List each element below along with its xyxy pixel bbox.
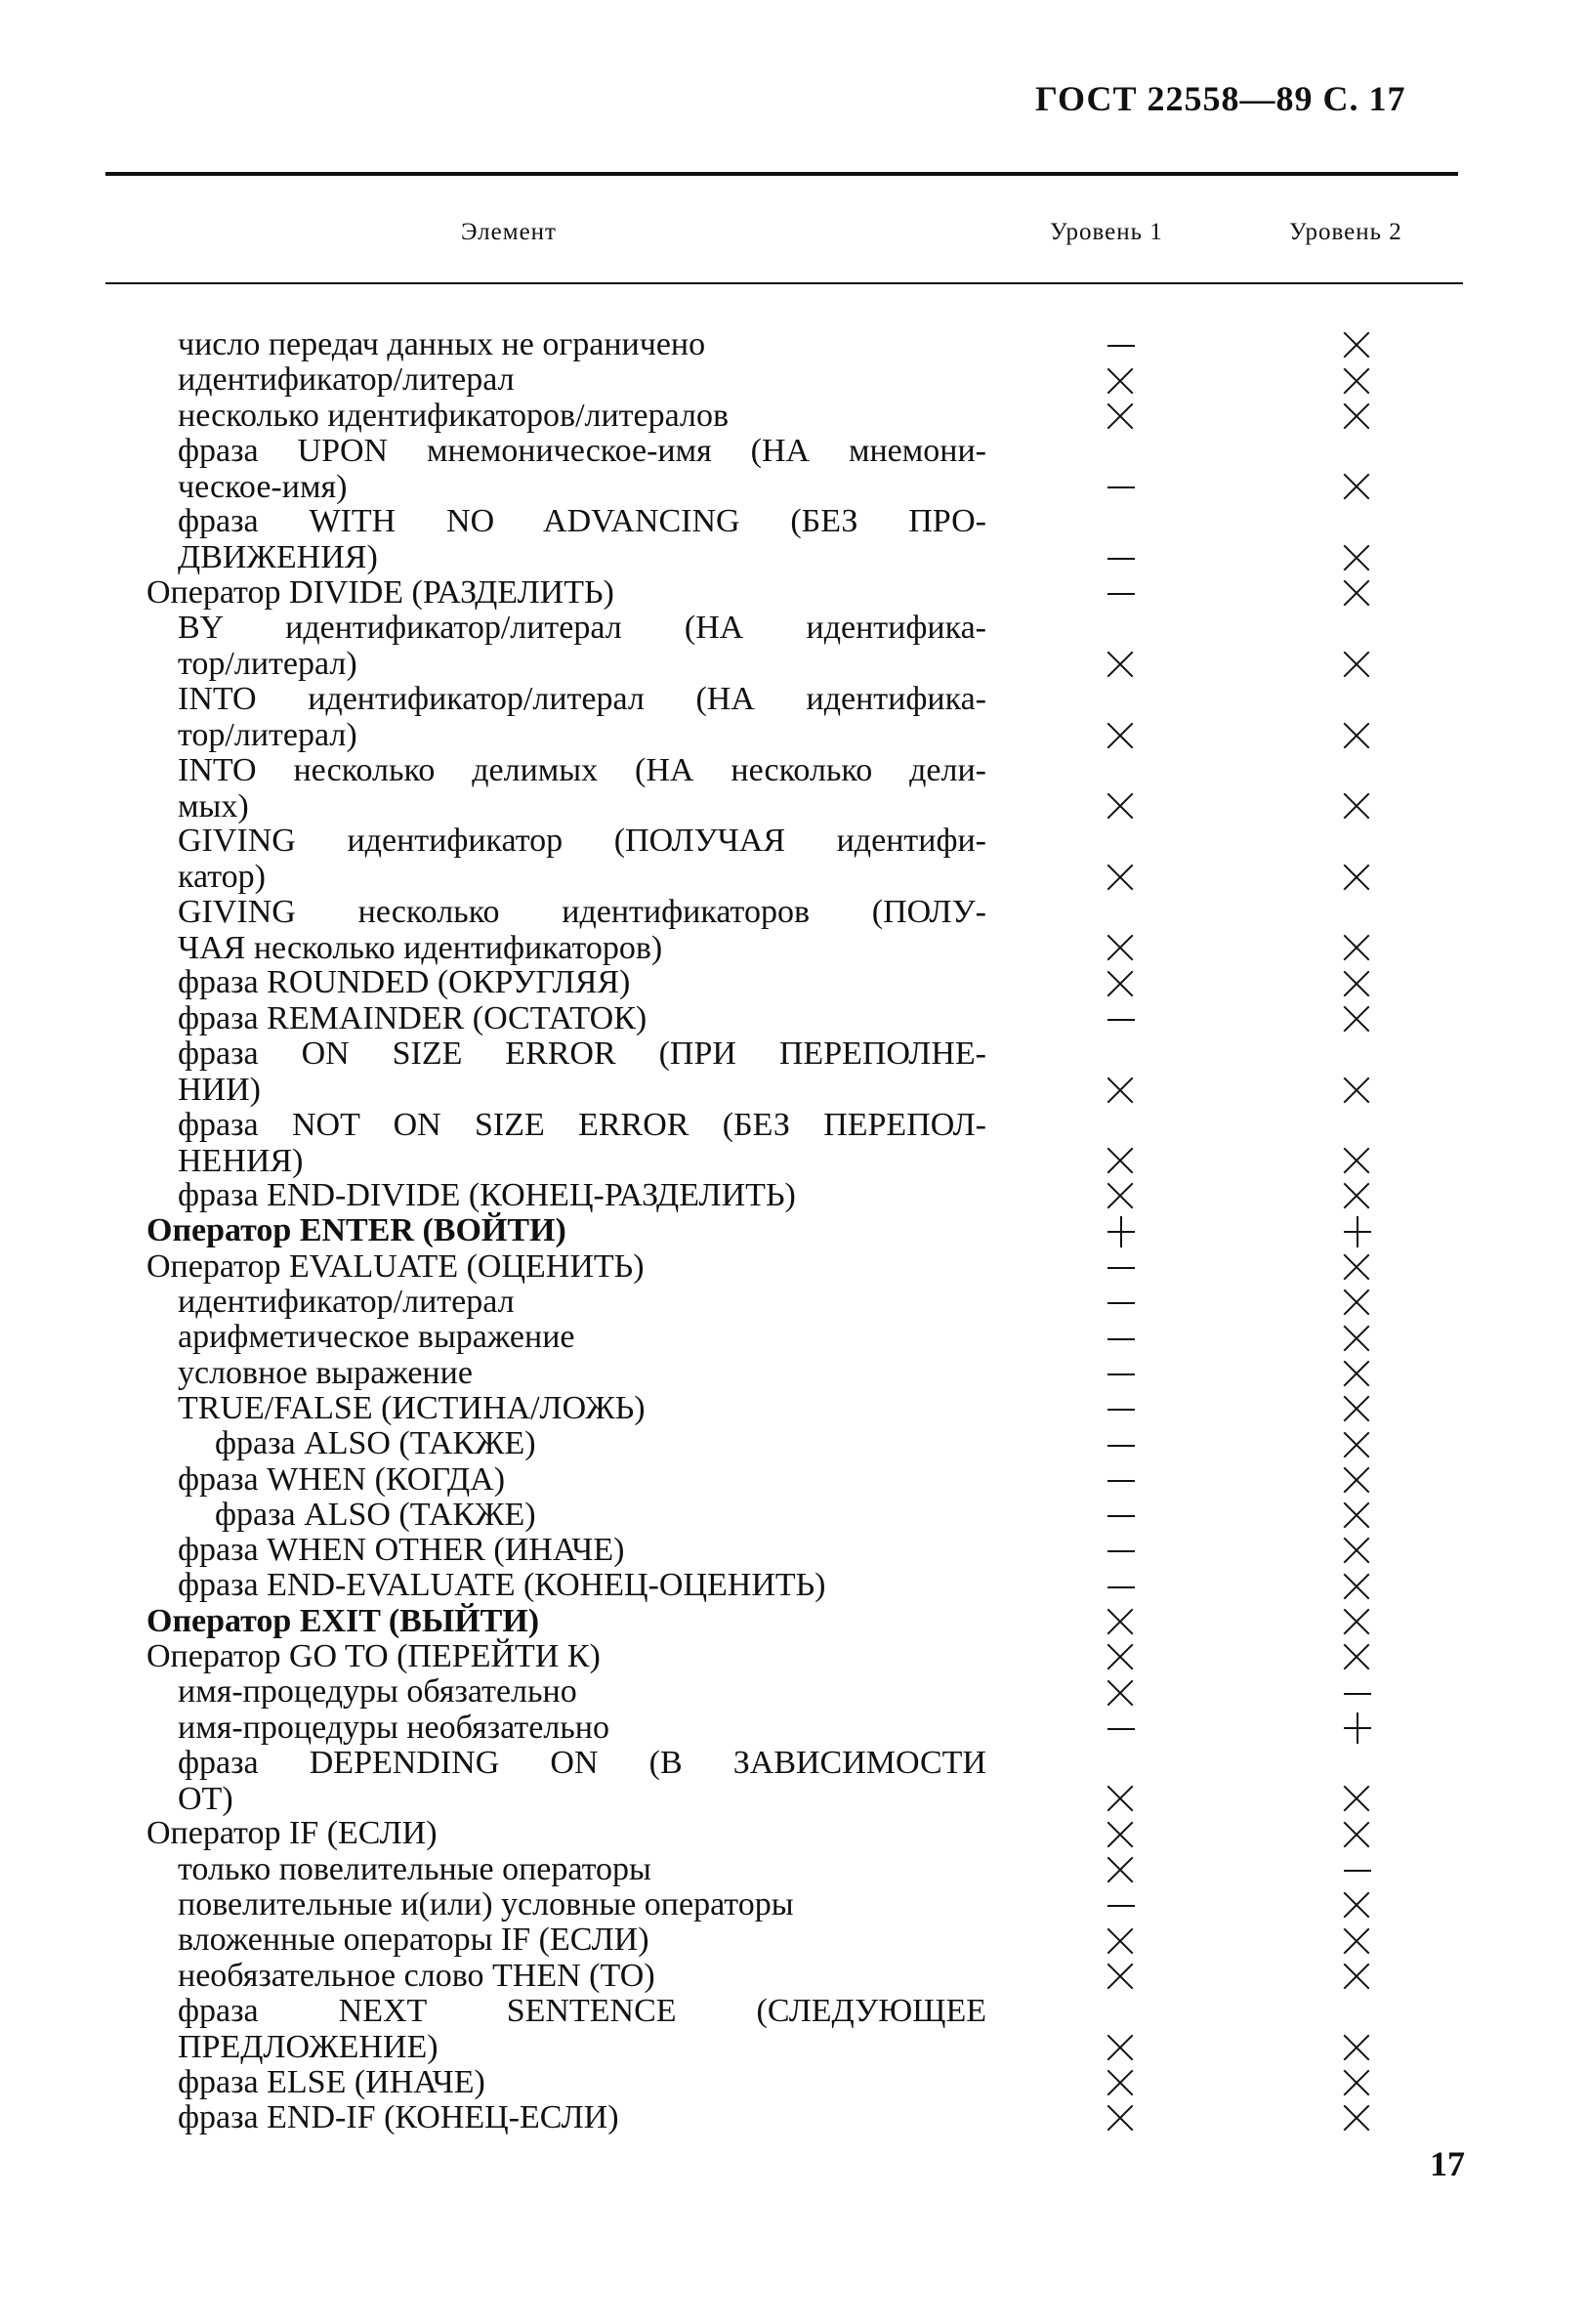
element-label-line: имя-процедуры обязательно xyxy=(178,1673,577,1711)
element-label xyxy=(178,1922,1008,1958)
dash-mark-level1 xyxy=(1102,325,1141,361)
table-row xyxy=(0,1390,1587,1425)
table-row xyxy=(0,326,1587,361)
element-label-line: Оператор ENTER (ВОЙТИ) xyxy=(146,1212,566,1249)
element-label-line: фраза WHEN (КОГДА) xyxy=(178,1460,506,1498)
x-mark-level2 xyxy=(1338,1354,1377,1390)
x-mark-level1 xyxy=(1102,1673,1141,1710)
element-label-line: ОТ) xyxy=(178,1780,233,1817)
table-top-rule xyxy=(105,172,1458,176)
table-body xyxy=(0,326,1587,2134)
column-header-level2: Уровень 2 xyxy=(1289,219,1402,245)
table-row xyxy=(0,1000,1587,1035)
element-label-line: INTO идентификатор/литерал (НА идентифика- xyxy=(178,680,986,717)
element-label-line: идентификатор/литерал xyxy=(178,361,515,399)
element-label xyxy=(146,1638,977,1674)
x-mark-level1 xyxy=(1102,1637,1141,1673)
dash-mark-level1 xyxy=(1102,1319,1141,1355)
table-row xyxy=(0,894,1587,965)
element-label-line: Оператор EXIT (ВЫЙТИ) xyxy=(146,1602,540,1639)
table-row xyxy=(0,1035,1587,1107)
element-label xyxy=(146,1603,977,1639)
element-label xyxy=(178,1284,1008,1320)
table-row xyxy=(0,1284,1587,1319)
element-label-line: фраза ROUNDED (ОКРУГЛЯЯ) xyxy=(178,964,631,1001)
table-row xyxy=(0,1497,1587,1532)
x-mark-level2 xyxy=(1338,1071,1377,1107)
element-label-line: условное выражение xyxy=(178,1354,473,1391)
element-label xyxy=(178,1319,1008,1355)
element-label-line: ческое-имя) xyxy=(178,468,348,505)
page-number: 17 xyxy=(1430,2144,1465,2183)
table-row xyxy=(0,1107,1587,1178)
dash-mark-level1 xyxy=(1102,1885,1141,1922)
element-label xyxy=(178,503,1008,575)
element-label xyxy=(178,1993,1008,2065)
table-row xyxy=(0,1425,1587,1460)
element-label xyxy=(178,1567,1008,1603)
x-mark-level1 xyxy=(1102,2063,1141,2099)
dash-mark-level1 xyxy=(1102,1709,1141,1745)
element-label xyxy=(178,326,1008,362)
x-mark-level2 xyxy=(1338,1957,1377,1993)
x-mark-level1 xyxy=(1102,2098,1141,2134)
x-mark-level2 xyxy=(1338,2098,1377,2134)
table-row xyxy=(0,752,1587,824)
x-mark-level1 xyxy=(1102,1850,1141,1886)
dash-mark-level1 xyxy=(1102,1531,1141,1567)
dash-mark-level1 xyxy=(1102,1425,1141,1461)
element-label-line: фраза REMAINDER (ОСТАТОК) xyxy=(178,999,647,1036)
x-mark-level1 xyxy=(1102,1602,1141,1638)
element-label-line: повелительные и(или) условные операторы xyxy=(178,1886,794,1923)
x-mark-level2 xyxy=(1338,1531,1377,1567)
element-label-line: НИИ) xyxy=(178,1071,261,1108)
x-mark-level2 xyxy=(1338,645,1377,681)
element-label-line: фраза UPON мнемоническое-имя (НА мнемони- xyxy=(178,432,986,469)
column-header-element: Элемент xyxy=(461,219,557,245)
x-mark-level2 xyxy=(1338,1567,1377,1603)
x-mark-level2 xyxy=(1338,1283,1377,1319)
element-label xyxy=(146,1248,977,1285)
table-row xyxy=(0,1212,1587,1247)
element-label-line: фраза END-EVALUATE (КОНЕЦ-ОЦЕНИТЬ) xyxy=(178,1567,826,1604)
dash-mark-level2 xyxy=(1338,1673,1377,1710)
x-mark-level2 xyxy=(1338,1885,1377,1922)
element-label-line: несколько идентификаторов/литералов xyxy=(178,397,730,434)
table-row xyxy=(0,610,1587,681)
element-label-line: фраза WITH NO ADVANCING (БЕЗ ПРО- xyxy=(178,503,986,540)
element-label-line: арифметическое выражение xyxy=(178,1319,575,1356)
element-label xyxy=(178,1107,1008,1179)
x-mark-level2 xyxy=(1338,1496,1377,1532)
x-mark-level1 xyxy=(1102,786,1141,823)
table-row xyxy=(0,2064,1587,2099)
column-header-level1: Уровень 1 xyxy=(1050,219,1163,245)
plus-mark-level2 xyxy=(1338,1709,1377,1745)
table-row xyxy=(0,1248,1587,1284)
dash-mark-level1 xyxy=(1102,1389,1141,1425)
element-label-line: число передач данных не ограничено xyxy=(178,326,706,362)
element-label-line: фраза NEXT SENTENCE (СЛЕДУЮЩЕЕ xyxy=(178,1992,986,2029)
element-label xyxy=(178,1851,1008,1887)
element-label xyxy=(178,1958,1008,1994)
x-mark-level2 xyxy=(1338,999,1377,1035)
element-label xyxy=(178,361,1008,398)
x-mark-level2 xyxy=(1338,1425,1377,1461)
dash-mark-level1 xyxy=(1102,538,1141,574)
element-label xyxy=(178,610,1008,682)
x-mark-level2 xyxy=(1338,928,1377,964)
element-label-line: TRUE/FALSE (ИСТИНА/ЛОЖЬ) xyxy=(178,1389,646,1426)
element-label xyxy=(178,894,1008,966)
element-label-line: фраза END-IF (КОНЕЦ-ЕСЛИ) xyxy=(178,2098,619,2135)
x-mark-level2 xyxy=(1338,1389,1377,1425)
element-label-line: мых) xyxy=(178,787,249,824)
element-label-line: фраза ELSE (ИНАЧЕ) xyxy=(178,2063,485,2100)
table-row xyxy=(0,1461,1587,1497)
x-mark-level2 xyxy=(1338,786,1377,823)
table-row xyxy=(0,1177,1587,1212)
table-row xyxy=(0,433,1587,504)
element-label-line: фраза ALSO (ТАКЖЕ) xyxy=(215,1425,536,1462)
table-row xyxy=(0,1532,1587,1567)
element-label xyxy=(178,1000,1008,1036)
element-label-line: фраза ON SIZE ERROR (ПРИ ПЕРЕПОЛНЕ- xyxy=(178,1035,986,1072)
table-row xyxy=(0,681,1587,752)
element-label-line: имя-процедуры необязательно xyxy=(178,1709,609,1746)
table-row xyxy=(0,1319,1587,1354)
element-label xyxy=(178,1532,1008,1568)
element-label xyxy=(178,964,1008,1000)
x-mark-level2 xyxy=(1338,538,1377,574)
element-label-line: GIVING идентификатор (ПОЛУЧАЯ идентифи- xyxy=(178,823,986,860)
x-mark-level1 xyxy=(1102,645,1141,681)
table-row xyxy=(0,1710,1587,1745)
table-row xyxy=(0,574,1587,610)
dash-mark-level1 xyxy=(1102,1247,1141,1284)
x-mark-level1 xyxy=(1102,1779,1141,1815)
x-mark-level1 xyxy=(1102,1922,1141,1958)
table-row xyxy=(0,1851,1587,1886)
element-label xyxy=(178,1177,1008,1213)
x-mark-level2 xyxy=(1338,716,1377,752)
element-label xyxy=(215,1425,1045,1461)
x-mark-level2 xyxy=(1338,1319,1377,1355)
x-mark-level2 xyxy=(1338,573,1377,610)
element-label xyxy=(178,2099,1008,2135)
element-label-line: фраза NOT ON SIZE ERROR (БЕЗ ПЕРЕПОЛ- xyxy=(178,1106,986,1143)
x-mark-level2 xyxy=(1338,361,1377,398)
x-mark-level1 xyxy=(1102,397,1141,433)
table-row xyxy=(0,1638,1587,1673)
element-label xyxy=(178,1745,1008,1817)
element-label xyxy=(178,681,1008,753)
dash-mark-level1 xyxy=(1102,573,1141,610)
element-label xyxy=(178,1355,1008,1391)
x-mark-level1 xyxy=(1102,1141,1141,1177)
x-mark-level2 xyxy=(1338,1460,1377,1497)
element-label-line: Оператор DIVIDE (РАЗДЕЛИТЬ) xyxy=(146,574,614,612)
table-row xyxy=(0,1958,1587,1993)
x-mark-level2 xyxy=(1338,1176,1377,1212)
table-row xyxy=(0,1673,1587,1709)
table-row xyxy=(0,1567,1587,1602)
table-row xyxy=(0,1355,1587,1390)
element-label-line: ДВИЖЕНИЯ) xyxy=(178,539,378,576)
element-label-line: НЕНИЯ) xyxy=(178,1142,304,1179)
plus-mark-level2 xyxy=(1338,1212,1377,1248)
element-label-line: ЧАЯ несколько идентификаторов) xyxy=(178,929,663,966)
element-label xyxy=(178,1673,1008,1710)
element-label-line: фраза END-DIVIDE (КОНЕЦ-РАЗДЕЛИТЬ) xyxy=(178,1177,796,1214)
x-mark-level1 xyxy=(1102,1176,1141,1212)
element-label-line: только повелительные операторы xyxy=(178,1850,651,1887)
element-label-line: ПРЕДЛОЖЕНИЕ) xyxy=(178,2028,439,2065)
element-label-line: GIVING несколько идентификаторов (ПОЛУ- xyxy=(178,893,986,930)
element-label xyxy=(146,1212,977,1248)
table-row xyxy=(0,964,1587,999)
element-label xyxy=(146,574,977,611)
table-row xyxy=(0,503,1587,574)
element-label xyxy=(178,433,1008,505)
table-row xyxy=(0,1745,1587,1816)
dash-mark-level1 xyxy=(1102,1567,1141,1603)
x-mark-level1 xyxy=(1102,928,1141,964)
element-label-line: Оператор GO TO (ПЕРЕЙТИ К) xyxy=(146,1637,601,1674)
table-row xyxy=(0,361,1587,397)
page-header: ГОСТ 22558—89 С. 17 xyxy=(1035,79,1406,118)
element-label-line: BY идентификатор/литерал (НА идентифика- xyxy=(178,610,986,647)
element-label xyxy=(178,1390,1008,1426)
element-label-line: тор/литерал) xyxy=(178,716,357,753)
dash-mark-level1 xyxy=(1102,467,1141,503)
x-mark-level1 xyxy=(1102,1815,1141,1851)
element-label xyxy=(178,398,1008,434)
element-label-line: Оператор EVALUATE (ОЦЕНИТЬ) xyxy=(146,1247,645,1285)
element-label xyxy=(178,1886,1008,1923)
dash-mark-level1 xyxy=(1102,1283,1141,1319)
table-row xyxy=(0,398,1587,433)
x-mark-level2 xyxy=(1338,1815,1377,1851)
element-label-line: Оператор IF (ЕСЛИ) xyxy=(146,1815,438,1852)
element-label-line: катор) xyxy=(178,859,266,896)
x-mark-level2 xyxy=(1338,2028,1377,2064)
table-row xyxy=(0,1815,1587,1850)
element-label xyxy=(178,1035,1008,1108)
element-label-line: фраза DEPENDING ON (В ЗАВИСИМОСТИ xyxy=(178,1744,986,1781)
element-label-line: вложенные операторы IF (ЕСЛИ) xyxy=(178,1922,649,1959)
table-row xyxy=(0,2099,1587,2134)
x-mark-level2 xyxy=(1338,467,1377,503)
element-label-line: тор/литерал) xyxy=(178,646,357,683)
x-mark-level1 xyxy=(1102,858,1141,894)
x-mark-level1 xyxy=(1102,964,1141,1000)
x-mark-level2 xyxy=(1338,325,1377,361)
element-label xyxy=(146,1815,977,1851)
element-label-line: фраза WHEN OTHER (ИНАЧЕ) xyxy=(178,1532,625,1569)
element-label xyxy=(215,1497,1045,1533)
dash-mark-level1 xyxy=(1102,1496,1141,1532)
element-label xyxy=(178,752,1008,824)
table-row xyxy=(0,1886,1587,1922)
x-mark-level2 xyxy=(1338,964,1377,1000)
element-label-line: фраза ALSO (ТАКЖЕ) xyxy=(215,1496,536,1533)
x-mark-level2 xyxy=(1338,1779,1377,1815)
x-mark-level1 xyxy=(1102,1071,1141,1107)
x-mark-level2 xyxy=(1338,1247,1377,1284)
x-mark-level2 xyxy=(1338,1141,1377,1177)
table-row xyxy=(0,823,1587,894)
element-label-line: INTO несколько делимых (НА несколько дели- xyxy=(178,751,986,788)
x-mark-level2 xyxy=(1338,1922,1377,1958)
table-row xyxy=(0,1603,1587,1638)
x-mark-level2 xyxy=(1338,2063,1377,2099)
dash-mark-level2 xyxy=(1338,1850,1377,1886)
x-mark-level1 xyxy=(1102,716,1141,752)
dash-mark-level1 xyxy=(1102,1354,1141,1390)
x-mark-level2 xyxy=(1338,1602,1377,1638)
x-mark-level1 xyxy=(1102,361,1141,398)
dash-mark-level1 xyxy=(1102,1460,1141,1497)
table-header-rule xyxy=(105,282,1463,284)
x-mark-level2 xyxy=(1338,397,1377,433)
element-label-line: необязательное слово THEN (ТО) xyxy=(178,1957,655,1994)
dash-mark-level1 xyxy=(1102,999,1141,1035)
table-row xyxy=(0,1922,1587,1957)
element-label xyxy=(178,2064,1008,2100)
x-mark-level2 xyxy=(1338,1637,1377,1673)
element-label-line: идентификатор/литерал xyxy=(178,1284,515,1321)
x-mark-level1 xyxy=(1102,2028,1141,2064)
element-label xyxy=(178,1710,1008,1746)
element-label xyxy=(178,823,1008,895)
element-label xyxy=(178,1461,1008,1498)
x-mark-level2 xyxy=(1338,858,1377,894)
table-row xyxy=(0,1993,1587,2064)
plus-mark-level1 xyxy=(1102,1212,1141,1248)
x-mark-level1 xyxy=(1102,1957,1141,1993)
